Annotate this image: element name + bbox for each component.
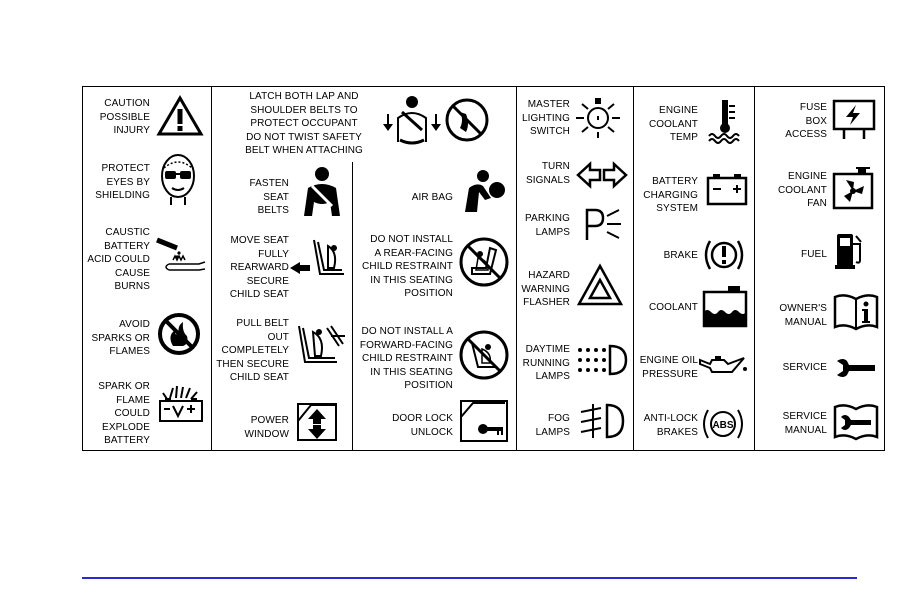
hazard-label: HAZARD WARNING FLASHER — [521, 270, 570, 309]
coolant-temp-label: ENGINE COOLANT TEMP — [648, 105, 698, 144]
pull-belt-label: PULL BELT OUT COMPLETELY THEN SECURE CHILD SEAT — [216, 318, 289, 384]
battery-icon — [706, 172, 748, 206]
master-lighting-label: MASTER LIGHTING SWITCH — [521, 99, 570, 138]
move-seat-icon — [290, 234, 348, 282]
service-manual-label: SERVICE MANUAL — [782, 411, 827, 436]
abs-icon-text: ABS — [712, 420, 734, 431]
fasten-belts-label: FASTEN SEAT BELTS — [249, 178, 289, 217]
brake-label: BRAKE — [663, 250, 698, 261]
no-forward-facing-label: DO NOT INSTALL A FORWARD-FACING CHILD RESTRAINT IN THIS SEATING POSITION — [359, 326, 453, 392]
fuse-box-label: FUSE BOX ACCESS — [785, 102, 827, 141]
fuel-pump-icon — [834, 230, 866, 270]
coolant-level-icon — [702, 284, 748, 328]
battery-explode-icon — [157, 384, 205, 424]
daytime-running-lamps-icon — [576, 342, 628, 378]
no-rear-facing-seat-icon — [458, 236, 510, 288]
air-bag-label: AIR BAG — [411, 192, 453, 203]
caustic-acid-label: CAUSTIC BATTERY ACID COULD CAUSE BURNS — [87, 227, 150, 293]
acid-burn-hand-icon — [155, 236, 207, 276]
fog-lamps-icon — [579, 402, 627, 440]
brake-warning-icon — [702, 235, 746, 275]
fuel-label: FUEL — [801, 249, 827, 260]
power-window-label: POWER WINDOW — [244, 415, 289, 440]
door-lock-icon[interactable] — [459, 399, 509, 443]
child-seat-belt-icon — [297, 322, 349, 368]
owners-manual-label: OWNER'S MANUAL — [779, 303, 827, 328]
door-lock-label: DOOR LOCK UNLOCK — [392, 413, 453, 438]
hazard-icon[interactable] — [577, 264, 623, 306]
no-rear-facing-label: DO NOT INSTALL A REAR-FACING CHILD RESTRAINT IN THIS SEATING POSITION — [362, 234, 453, 300]
coolant-fan-icon — [832, 166, 876, 210]
turn-signals-label: TURN SIGNALS — [525, 161, 570, 186]
no-forward-facing-seat-icon — [458, 329, 510, 381]
spark-explode-label: SPARK OR FLAME COULD EXPLODE BATTERY — [98, 381, 150, 447]
caution-label: CAUTION POSSIBLE INJURY — [99, 98, 150, 137]
drl-label: DAYTIME RUNNING LAMPS — [522, 344, 570, 383]
parking-lamps-label: PARKING LAMPS — [525, 213, 570, 238]
column-divider — [516, 86, 517, 451]
protect-eyes-label: PROTECT EYES BY SHIELDING — [95, 163, 150, 202]
coolant-temp-icon — [705, 98, 745, 142]
battery-charging-label: BATTERY CHARGING SYSTEM — [643, 176, 698, 215]
oil-pressure-label: ENGINE OIL PRESSURE — [639, 355, 698, 380]
face-shield-icon — [158, 152, 198, 206]
turn-signals-icon — [576, 161, 628, 189]
coolant-fan-label: ENGINE COOLANT FAN — [777, 171, 827, 210]
column-divider — [633, 86, 634, 451]
fuse-box-icon — [832, 99, 876, 141]
master-lighting-icon[interactable] — [574, 96, 622, 140]
service-manual-icon[interactable] — [833, 403, 879, 441]
latch-belts-label: LATCH BOTH LAP AND SHOULDER BELTS TO PROTECT OCCUPANT DO NOT TWIST SAFETY BELT WHEN ATTACHING — [245, 91, 363, 157]
owners-manual-icon[interactable] — [833, 293, 879, 331]
column-divider — [352, 162, 353, 451]
caution-icon — [157, 95, 203, 137]
air-bag-icon — [461, 168, 507, 214]
column-divider — [754, 86, 755, 451]
no-flame-icon — [157, 312, 201, 356]
move-seat-label: MOVE SEAT FULLY REARWARD SECURE CHILD SEAT — [229, 235, 289, 301]
seatbelt-icon — [298, 166, 346, 218]
oil-can-icon — [698, 352, 750, 378]
parking-lamps-icon — [583, 206, 623, 242]
abs-label: ANTI-LOCK BRAKES — [643, 413, 698, 438]
fog-lamps-label: FOG LAMPS — [535, 413, 570, 438]
coolant-label: COOLANT — [648, 302, 698, 313]
service-label: SERVICE — [782, 362, 827, 373]
abs-icon — [700, 404, 746, 444]
wrench-icon — [835, 357, 877, 379]
footer-rule — [82, 577, 857, 579]
power-window-icon[interactable] — [295, 401, 339, 443]
belt-twist-icons — [380, 94, 492, 148]
column-divider — [211, 86, 212, 451]
avoid-sparks-label: AVOID SPARKS OR FLAMES — [91, 319, 150, 358]
